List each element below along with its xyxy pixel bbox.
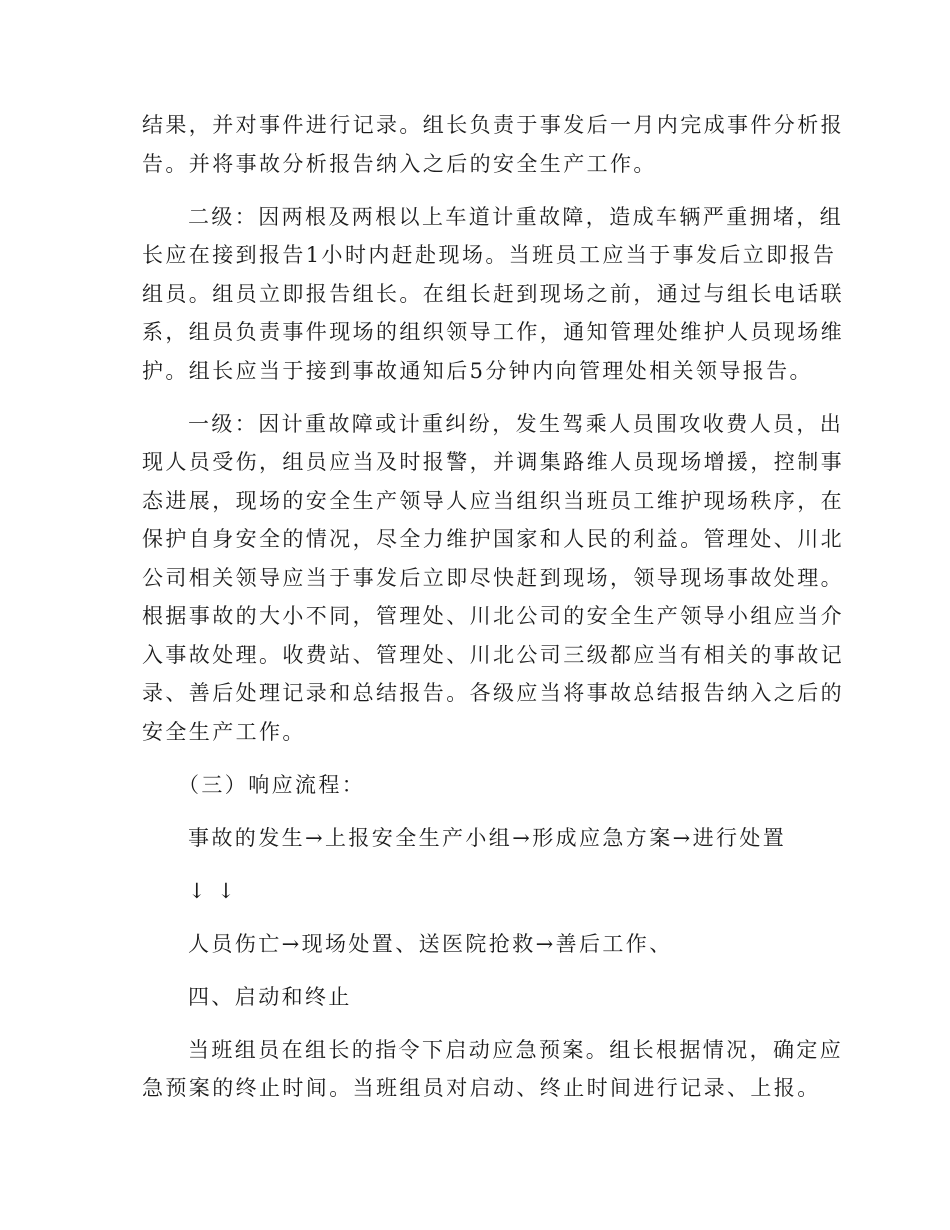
paragraph-line: 入事故处理。收费站、管理处、川北公司三级都应当有相关的事故记	[142, 643, 844, 667]
paragraph-line: 结果，并对事件进行记录。组长负责于事发后一月内完成事件分析报	[142, 113, 844, 137]
paragraph-line: 长应在接到报告1小时内赶赴现场。当班员工应当于事发后立即报告	[142, 243, 837, 267]
paragraph-line: 当班组员在组长的指令下启动应急预案。组长根据情况，确定应	[188, 1038, 844, 1062]
paragraph-line: 护。组长应当于接到事故通知后5分钟内向管理处相关领导报告。	[142, 359, 813, 383]
paragraph-line: 录、善后处理记录和总结报告。各级应当将事故总结报告纳入之后的	[142, 681, 844, 705]
paragraph-line: 安全生产工作。	[142, 720, 306, 744]
flow-row-1: 事故的发生→上报安全生产小组→形成应急方案→进行处置	[188, 826, 787, 850]
paragraph-line: 急预案的终止时间。当班组员对启动、终止时间进行记录、上报。	[142, 1076, 821, 1100]
paragraph-line: 系，组员负责事件现场的组织领导工作，通知管理处维护人员现场维	[142, 320, 844, 344]
paragraph-line: 告。并将事故分析报告纳入之后的安全生产工作。	[142, 152, 657, 176]
paragraph-line: 一级：因计重故障或计重纠纷，发生驾乘人员围攻收费人员，出	[188, 412, 844, 436]
paragraph-line: 公司相关领导应当于事发后立即尽快赶到现场，领导现场事故处理。	[142, 566, 844, 590]
paragraph-line: 保护自身安全的情况，尽全力维护国家和人民的利益。管理处、川北	[142, 527, 844, 551]
paragraph-line: 现人员受伤，组员应当及时报警，并调集路维人员现场增援，控制事	[142, 450, 844, 474]
paragraph-line: 态进展，现场的安全生产领导人应当组织当班员工维护现场秩序，在	[142, 489, 844, 513]
section-heading: （三）响应流程：	[178, 773, 366, 797]
flow-row-2: 人员伤亡→现场处置、送医院抢救→善后工作、	[188, 932, 673, 956]
paragraph-line: 组员。组员立即报告组长。在组长赶到现场之前，通过与组长电话联	[142, 282, 844, 306]
section-heading: 四、启动和终止	[188, 985, 352, 1009]
paragraph-line: 二级：因两根及两根以上车道计重故障，造成车辆严重拥堵，组	[188, 205, 844, 229]
paragraph-line: 根据事故的大小不同，管理处、川北公司的安全生产领导小组应当介	[142, 604, 844, 628]
flow-arrows: ↓ ↓	[188, 879, 238, 903]
